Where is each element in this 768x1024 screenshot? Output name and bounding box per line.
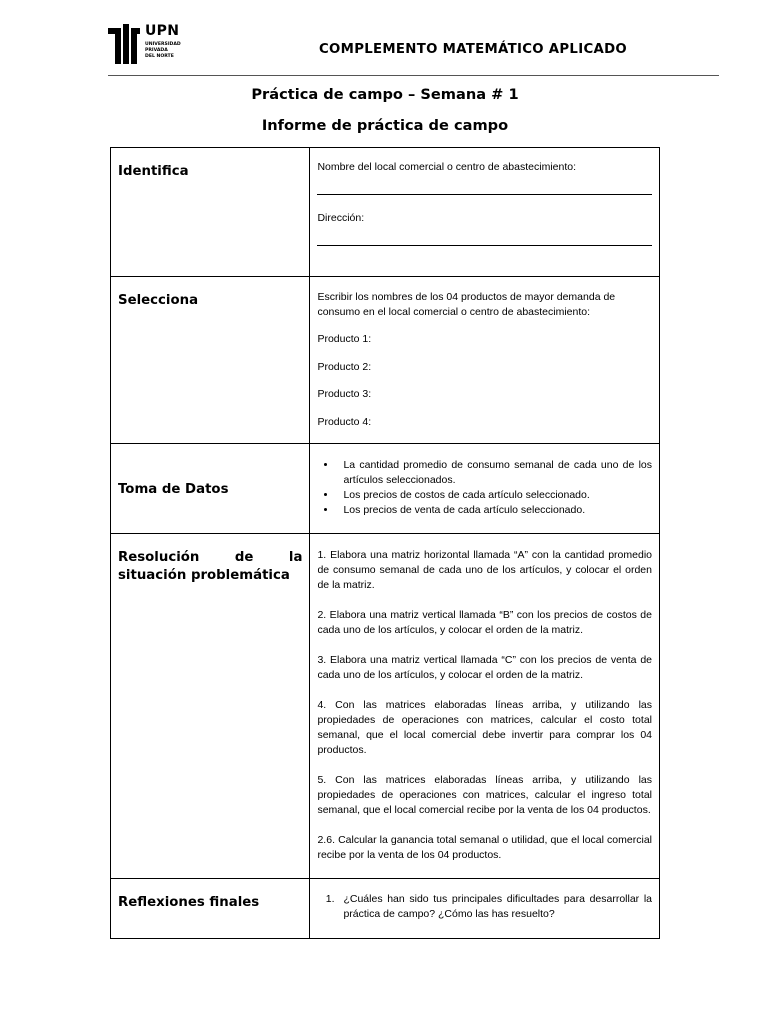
label-reflexiones: Reflexiones finales xyxy=(118,895,260,910)
address-prompt: Dirección: xyxy=(317,212,365,224)
report-title: Informe de práctica de campo xyxy=(261,117,509,134)
logo-brand-text: UPN xyxy=(145,23,180,39)
label-resolucion-line1: Resolución de la xyxy=(118,550,303,565)
label-identifica: Identifica xyxy=(118,164,189,179)
step-3: 3. Elabora una matriz vertical llamada “C” con los precios de venta de cada uno de los artículos, y colocar el orden de la matriz. xyxy=(317,654,652,681)
list-item: • Los precios de costos de cada artículo seleccionado. xyxy=(337,488,652,503)
row-resolucion xyxy=(111,534,660,879)
practice-title: Práctica de campo – Semana # 1 xyxy=(251,86,519,103)
reflexiones-list xyxy=(317,892,652,922)
step-4: 4. Con las matrices elaboradas líneas arriba, y utilizando las propiedades de operaciones con matrices, calcular el costo total semanal, que el local comercial debe invertir para comprar los 04 productos. xyxy=(317,699,652,756)
label-toma-datos: Toma de Datos xyxy=(118,482,229,497)
name-blank-line[interactable] xyxy=(317,194,652,195)
step-1: 1. Elabora una matriz horizontal llamada “A” con la cantidad promedio de consumo semanal de cada uno de los artículos, y colocar el orden de la matriz. xyxy=(317,549,652,591)
list-item: 1. ¿Cuáles han sido tus principales dificultades para desarrollar la práctica de campo? ¿Cómo las has resuelto? xyxy=(337,892,652,922)
address-blank-line[interactable] xyxy=(317,245,652,246)
selecciona-intro: Escribir los nombres de los 04 productos de mayor demanda de consumo en el local comercial o centro de abastecimiento: xyxy=(317,291,616,318)
upn-logo xyxy=(108,22,188,66)
step-6: 2.6. Calcular la ganancia total semanal o utilidad, que el local comercial recibe por la venta de los 04 productos. xyxy=(317,834,652,861)
page-header xyxy=(108,22,718,74)
upn-logo-mark-icon xyxy=(108,24,140,64)
row-toma-datos xyxy=(111,444,660,534)
course-title: COMPLEMENTO MATEMÁTICO APLICADO xyxy=(319,42,628,57)
row-reflexiones xyxy=(111,879,660,939)
product-2-field[interactable]: Producto 2: xyxy=(317,360,372,373)
row-selecciona xyxy=(111,277,660,444)
logo-subtitle: UNIVERSIDAD PRIVADA DEL NORTE xyxy=(145,42,181,59)
list-item: • La cantidad promedio de consumo semanal de cada uno de los artículos seleccionados. xyxy=(337,458,652,488)
step-2: 2. Elabora una matriz vertical llamada “B” con los precios de costos de cada uno de los artículos, y colocar el orden de la matriz. xyxy=(317,609,652,636)
step-5: 5. Con las matrices elaboradas líneas arriba, y utilizando las propiedades de operaciones con matrices, calcular el ingreso total semanal, que el local comercial recibe por la venta de los 04 productos. xyxy=(317,774,652,816)
toma-datos-list xyxy=(317,458,652,518)
name-prompt: Nombre del local comercial o centro de abastecimiento: xyxy=(317,161,577,173)
product-3-field[interactable]: Producto 3: xyxy=(317,388,372,400)
row-identifica xyxy=(111,148,660,277)
product-1-field[interactable]: Producto 1: xyxy=(317,333,372,345)
label-selecciona: Selecciona xyxy=(118,293,199,308)
header-divider xyxy=(108,75,719,76)
product-4-field[interactable]: Producto 4: xyxy=(317,415,372,428)
label-resolucion-line2: situación problemática xyxy=(118,568,290,583)
list-item: • Los precios de venta de cada artículo seleccionado. xyxy=(337,503,652,518)
report-table xyxy=(110,147,660,939)
